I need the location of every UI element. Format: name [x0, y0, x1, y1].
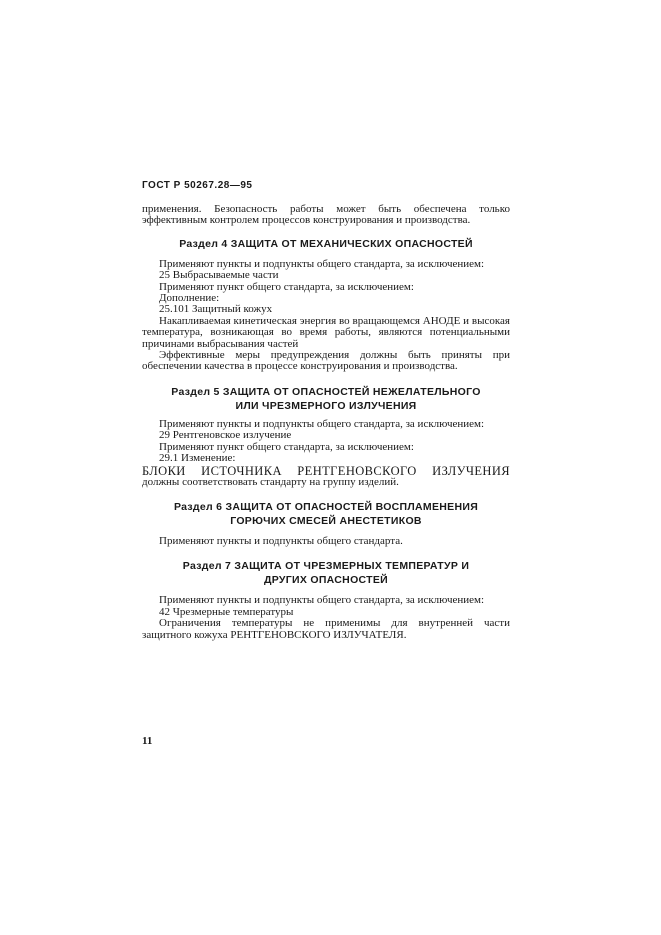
- intro-paragraph: применения. Безопасность работы может быть обеспечена только эффективным контролем процессов конструирования и производства.: [142, 203, 510, 227]
- section-4-line: Применяют пункт общего стандарта, за исключением:: [159, 280, 414, 293]
- section-4-line: Накапливаемая кинетическая энергия во вращающемся АНОДЕ и высокая температура, возникающая во время работы, являются потенциальными причинами выбрасывания частей: [142, 314, 510, 350]
- section-7-title: Раздел 7 ЗАЩИТА ОТ ЧРЕЗМЕРНЫХ ТЕМПЕРАТУР И: [182, 560, 470, 573]
- section-5-line: 29 Рентгеновское излучение: [159, 429, 292, 442]
- section-6-line: Применяют пункты и подпункты общего стандарта.: [159, 534, 403, 547]
- section-5-line: Применяют пункт общего стандарта, за исключением:: [159, 440, 414, 453]
- page-number: 11: [142, 735, 153, 747]
- section-6-title: Раздел 6 ЗАЩИТА ОТ ОПАСНОСТЕЙ ВОСПЛАМЕНЕНИЯ: [173, 500, 479, 513]
- section-7-line: Ограничения температуры не применимы для внутренней части защитного кожуха РЕНТГЕНОВСКОГО ИЗЛУЧАТЕЛЯ.: [142, 617, 510, 641]
- section-5-line: 29.1 Изменение:: [159, 452, 236, 465]
- section-4-title: Раздел 4 ЗАЩИТА ОТ МЕХАНИЧЕСКИХ ОПАСНОСТЕЙ: [179, 237, 473, 250]
- section-7-title-cont: ДРУГИХ ОПАСНОСТЕЙ: [263, 574, 389, 587]
- section-4-line: 25.101 Защитный кожух: [159, 303, 273, 316]
- section-4-line: Дополнение:: [159, 292, 220, 305]
- document-body: [142, 204, 510, 641]
- section-5-title-cont: ИЛИ ЧРЕЗМЕРНОГО ИЗЛУЧЕНИЯ: [235, 399, 417, 412]
- section-5-line: должны соответствовать стандарту на группу изделий.: [142, 475, 399, 488]
- section-7-line: Применяют пункты и подпункты общего стандарта, за исключением:: [159, 594, 485, 607]
- section-4-line: Эффективные меры предупреждения должны быть приняты при обеспечении качества в процессе конструирования и производства.: [142, 349, 510, 373]
- section-5-line: Применяют пункты и подпункты общего стандарта, за исключением:: [159, 417, 485, 430]
- document-header: ГОСТ Р 50267.28—95: [142, 180, 253, 191]
- section-4-line: 25 Выбрасываемые части: [159, 269, 279, 282]
- section-4-line: Применяют пункты и подпункты общего стандарта, за исключением:: [159, 257, 485, 270]
- section-6-title-cont: ГОРЮЧИХ СМЕСЕЙ АНЕСТЕТИКОВ: [230, 514, 422, 527]
- section-5-line-caps: БЛОКИ ИСТОЧНИКА РЕНТГЕНОВСКОГО ИЗЛУЧЕНИЯ: [142, 463, 510, 478]
- section-7-line: 42 Чрезмерные температуры: [159, 605, 294, 618]
- section-5-title: Раздел 5 ЗАЩИТА ОТ ОПАСНОСТЕЙ НЕЖЕЛАТЕЛЬНОГО: [171, 385, 481, 398]
